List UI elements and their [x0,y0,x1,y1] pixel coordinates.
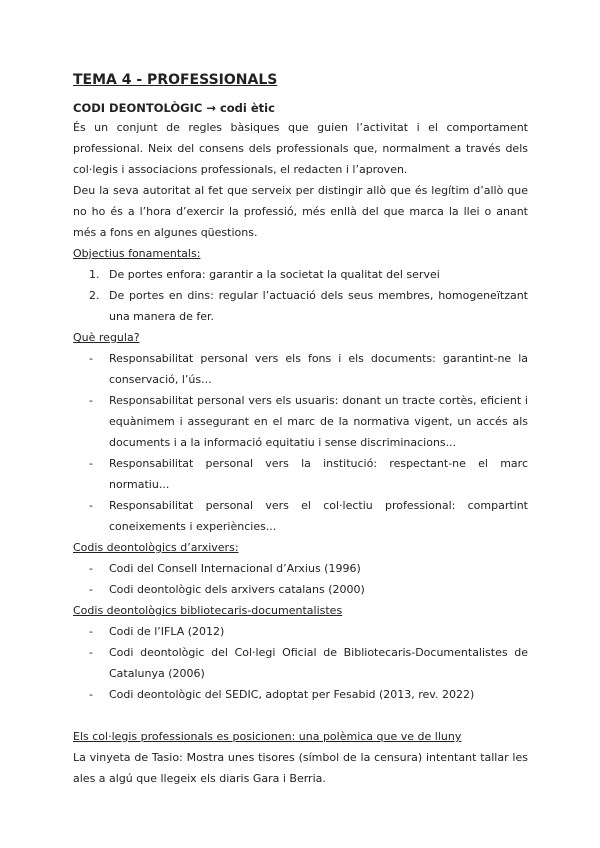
section-spacer [73,705,528,726]
list-item [73,390,528,453]
polemic-heading: Els col·legis professionals es posicionen: una polèmica que ve de lluny [73,730,462,743]
dash-bullet: - [89,394,93,407]
authority-paragraph: Deu la seva autoritat al fet que serveix per distingir allò que és legítim d’allò que no ho és a l’hora d’exercir la professió, més enllà del que marca la llei o anant més a fons en algunes qüestions. [73,184,528,239]
list-item-text: Codi deontològic dels arxivers catalans (2000) [109,583,365,596]
list-item [73,579,528,600]
library-codes-list [73,621,528,705]
regulates-list [73,348,528,537]
list-item-text: Responsabilitat personal vers els fons i els documents: garantint-ne la conservació, l’ús... [109,352,528,386]
library-codes-heading: Codis deontològics bibliotecaris-documentalistes [73,604,343,617]
dash-bullet: - [89,688,93,701]
list-item-text: Responsabilitat personal vers els usuaris: donant un tracte cortès, eficient i equànimem i assegurant en el marc de la normativa vigent, un accés als documents i a la informació equitatiu i sense discriminacions... [109,394,528,449]
list-item-text: Codi deontològic del Col·legi Oficial de Bibliotecaris-Documentalistes de Catalunya (2006) [109,646,528,680]
list-item-text: Responsabilitat personal vers la institució: respectant-ne el marc normatiu... [109,457,528,491]
dash-bullet: - [89,583,93,596]
regulates-heading: Què regula? [73,331,140,344]
list-item-text: Codi deontològic del SEDIC, adoptat per Fesabid (2013, rev. 2022) [109,688,475,701]
definition-paragraph: És un conjunt de regles bàsiques que guien l’activitat i el comportament professional. Neix del consens dels professionals que, normalment a través dels col·legis i associacions professionals, el redacten i l’aproven. [73,121,528,176]
document-page [73,70,528,789]
list-item [73,558,528,579]
list-number: 1. [89,268,100,281]
list-number: 2. [89,289,100,302]
list-item-text: De portes enfora: garantir a la societat la qualitat del servei [109,268,440,281]
list-item [73,348,528,390]
objectives-heading: Objectius fonamentals: [73,247,201,260]
section-subtitle: CODI DEONTOLÒGIC → codi ètic [73,101,275,115]
list-item-text: Responsabilitat personal vers el col·lectiu professional: compartint coneixements i experiències... [109,499,528,533]
list-item-text: Codi de l’IFLA (2012) [109,625,225,638]
archivist-codes-heading: Codis deontològics d’arxivers: [73,541,239,554]
polemic-paragraph: La vinyeta de Tasio: Mostra unes tisores (símbol de la censura) intentant tallar les ales a algú que llegeix els diaris Gara i Berria. [73,751,528,785]
objectives-list [73,264,528,327]
list-item-text: Codi del Consell Internacional d’Arxius (1996) [109,562,361,575]
list-item-text: De portes en dins: regular l’actuació dels seus membres, homogeneïtzant una manera de fer. [109,289,528,323]
list-item [73,264,528,285]
dash-bullet: - [89,499,93,512]
list-item [73,495,528,537]
list-item [73,684,528,705]
dash-bullet: - [89,352,93,365]
page-title: TEMA 4 - PROFESSIONALS [73,72,278,88]
list-item [73,642,528,684]
list-item [73,453,528,495]
dash-bullet: - [89,625,93,638]
list-item [73,621,528,642]
archivist-codes-list [73,558,528,600]
list-item [73,285,528,327]
dash-bullet: - [89,646,93,659]
dash-bullet: - [89,457,93,470]
dash-bullet: - [89,562,93,575]
